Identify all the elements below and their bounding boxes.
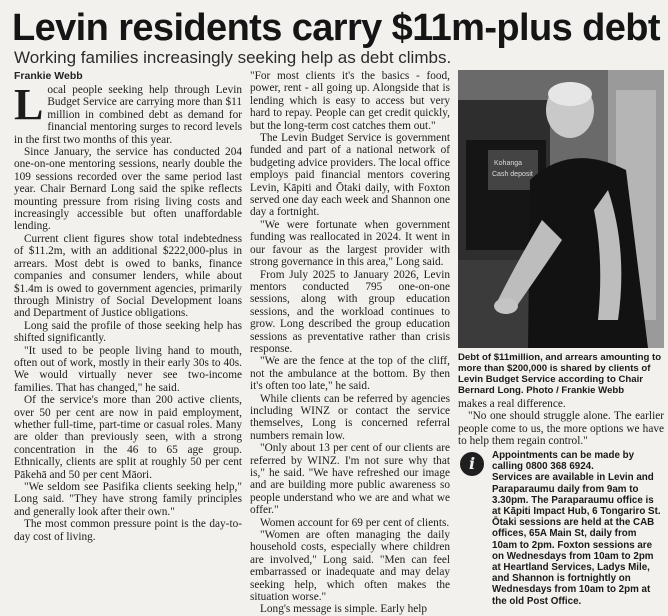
paragraph: "We were fortunate when government funding was reallocated in 2024. It went in our favour as the largest provider with strong governance in this area," Long said.: [250, 218, 450, 269]
paragraph: Women account for 69 per cent of clients.: [260, 516, 450, 529]
paragraph: Since January, the service has conducted 204 one-on-one mentoring sessions, nearly double the 109 sessions recorded over the same period last year. Chair Bernard Long said the spike reflects mounting pressure from rising living costs and increasingly accessible but often unaffordable lending.: [14, 146, 242, 233]
paragraph: "We are the fence at the top of the cliff, not the ambulance at the bottom. By then it's often too late," he said.: [250, 355, 450, 393]
article-column-2: [250, 70, 450, 616]
info-paragraph: Services are available in Levin and Paraparaumu daily from 9am to 3.30pm. The Paraparaumu office is at Kāpiti Impact Hub, 6 Tongariro St. Ōtaki sessions are held at the CAB offices, 65A Main St, daily from 10am to 2pm. Foxton sessions are on Wednesdays from 10am to 2pm at Heartland Services, Ladys Mile, and Shannon is fortnightly on Wednesdays from 10am to 2pm at the old Post Office.: [492, 472, 661, 607]
photo-illustration: [458, 70, 664, 348]
paragraph: "Women are often managing the daily household costs, especially where children are involved," Long said. "Men can feel embarrassed or inadequate and may delay seeking help, which often makes the situation worse.": [250, 529, 450, 604]
paragraph: "For most clients it's the basics - food, power, rent - all going up. Alongside that is lending which is easy to access but very hard to repay. People can get credit quickly, but the long-term cost catches them out.": [250, 70, 450, 132]
paragraph: From July 2025 to January 2026, Levin mentors conducted 795 one-on-one sessions, along with group education sessions, and the workload continues to grow. Long described the group education sessions as preventative rather than crisis response.: [250, 268, 450, 355]
article-column-1: [14, 80, 242, 600]
info-paragraph: Appointments can be made by calling 0800 368 6924.: [492, 450, 635, 473]
paragraph: While clients can be referred by agencies including WINZ or contact the service themselves, Long is concerned referral numbers remain low.: [250, 392, 450, 442]
lead-paragraph: [14, 80, 242, 146]
info-box: [458, 450, 664, 607]
paragraph: "No one should struggle alone. The earlier people come to us, the more options we have to help them regain control.": [458, 410, 664, 448]
news-photo: [458, 70, 664, 348]
paragraph: Current client figures show total indebtedness of $11.2m, with an additional $222,000-plus in arrears. Most debt is owed to banks, finance companies and consumer lenders, while about $1.4m is owed to government agencies, primarily through Ministry of Social Development loans and Department of Justice obligations.: [14, 232, 242, 320]
paragraph: The most common pressure point is the day-to-day cost of living.: [14, 518, 242, 543]
photo-caption: Debt of $11million, and arrears amounting to more than $200,000 is shared by clients of Levin Budget Service according to Chair Bernard Long. Photo / Frankie Webb: [458, 352, 662, 396]
headline: Levin residents carry $11m-plus debt: [12, 7, 660, 49]
paragraph: Long's message is simple. Early help: [260, 603, 428, 616]
paragraph: Long said the profile of those seeking help has shifted significantly.: [14, 319, 242, 345]
paragraph: "It used to be people living hand to mouth, often out of work, mostly in their early 30s to 40s. We would virtually never see two-income families. That has changed," he said.: [14, 344, 242, 394]
lead-text: ocal people seeking help through Levin Budget Service are carrying more than $11 million in combined debt as demand for financial mentoring surges to record levels in the first two months of this year.: [14, 84, 242, 146]
drop-cap: L: [14, 80, 44, 129]
paragraph: "We seldom see Pasifika clients seeking help," Long said. "They have strong family principles and generally look after their own.": [14, 481, 242, 518]
paragraph: "Only about 13 per cent of our clients are referred by WINZ. I'm not sure why that is," he said. "We have refreshed our image and are building more public awareness so people understand who we are and what we offer.": [250, 442, 450, 517]
info-icon: i: [460, 452, 484, 476]
article-column-3: [458, 398, 664, 448]
subheadline: Working families increasingly seeking help as debt climbs.: [14, 48, 452, 67]
paragraph: The Levin Budget Service is government funded and part of a national network of budgeting advice providers. The local office employs paid financial mentors covering Levin, Kāpiti and Ōtaki daily, with Foxton served one day each week and Shannon one day a fortnight.: [250, 132, 450, 219]
paragraph: Of the service's more than 200 active clients, over 50 per cent are now in paid employment, whether full-time, part-time or casual roles. Many are older than previously seen, with a strong concentration in the 46 to 65 age group. Ethnically, clients are split at roughly 50 per cent Pākehā and 50 per cent Māori.: [14, 394, 242, 481]
paragraph: makes a real difference.: [458, 398, 566, 410]
machine-label-1: Kohanga: [494, 160, 523, 167]
byline: Frankie Webb: [14, 70, 83, 82]
machine-label-2: Cash deposit: [492, 171, 533, 178]
info-box-text: [492, 450, 664, 607]
